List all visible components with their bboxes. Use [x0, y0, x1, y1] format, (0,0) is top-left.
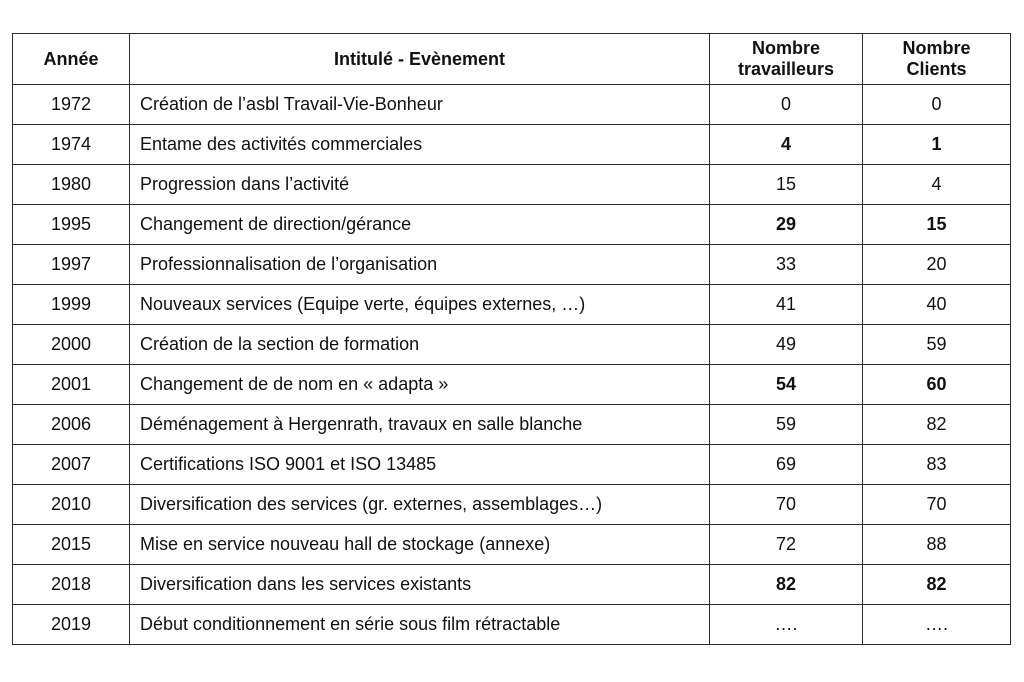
workers-cell: 29 [710, 205, 863, 245]
year-cell: 2010 [13, 485, 130, 525]
year-cell: 2007 [13, 445, 130, 485]
workers-cell: 72 [710, 525, 863, 565]
header-workers-line2: travailleurs [737, 59, 835, 79]
table-row [13, 285, 1011, 325]
event-cell: Déménagement à Hergenrath, travaux en salle blanche [130, 405, 710, 445]
event-cell: Progression dans l’activité [130, 165, 710, 205]
header-clients [863, 34, 1011, 85]
history-table [12, 33, 1011, 645]
event-cell: Changement de de nom en « adapta » [130, 365, 710, 405]
workers-cell: 4 [710, 125, 863, 165]
event-cell: Création de la section de formation [130, 325, 710, 365]
event-cell: Mise en service nouveau hall de stockage (annexe) [130, 525, 710, 565]
event-cell: Début conditionnement en série sous film rétractable [130, 605, 710, 645]
table-row [13, 245, 1011, 285]
year-cell: 2018 [13, 565, 130, 605]
table-row [13, 485, 1011, 525]
clients-cell: 4 [863, 165, 1011, 205]
clients-cell: 82 [863, 405, 1011, 445]
table-row [13, 125, 1011, 165]
clients-cell: 70 [863, 485, 1011, 525]
year-cell: 1995 [13, 205, 130, 245]
event-cell: Diversification dans les services existants [130, 565, 710, 605]
clients-cell: 1 [863, 125, 1011, 165]
workers-cell: …. [710, 605, 863, 645]
year-cell: 2000 [13, 325, 130, 365]
clients-cell: 40 [863, 285, 1011, 325]
workers-cell: 41 [710, 285, 863, 325]
workers-cell: 59 [710, 405, 863, 445]
clients-cell: …. [863, 605, 1011, 645]
workers-cell: 54 [710, 365, 863, 405]
table-row [13, 565, 1011, 605]
workers-cell: 33 [710, 245, 863, 285]
workers-cell: 49 [710, 325, 863, 365]
table-row [13, 325, 1011, 365]
table-row [13, 525, 1011, 565]
table-header [13, 34, 1011, 85]
clients-cell: 82 [863, 565, 1011, 605]
header-event: Intitulé - Evènement [130, 34, 710, 85]
year-cell: 1980 [13, 165, 130, 205]
table-row [13, 365, 1011, 405]
table-body [13, 85, 1011, 645]
clients-cell: 0 [863, 85, 1011, 125]
table-row [13, 605, 1011, 645]
workers-cell: 0 [710, 85, 863, 125]
year-cell: 2019 [13, 605, 130, 645]
header-clients-line2: Clients [906, 59, 967, 79]
clients-cell: 83 [863, 445, 1011, 485]
table-row [13, 405, 1011, 445]
table-row [13, 205, 1011, 245]
workers-cell: 82 [710, 565, 863, 605]
clients-cell: 20 [863, 245, 1011, 285]
header-workers-line1: Nombre [751, 38, 820, 58]
year-cell: 1974 [13, 125, 130, 165]
event-cell: Changement de direction/gérance [130, 205, 710, 245]
year-cell: 2015 [13, 525, 130, 565]
clients-cell: 60 [863, 365, 1011, 405]
workers-cell: 15 [710, 165, 863, 205]
clients-cell: 15 [863, 205, 1011, 245]
header-row [13, 34, 1011, 85]
event-cell: Création de l’asbl Travail-Vie-Bonheur [130, 85, 710, 125]
header-year: Année [13, 34, 130, 85]
table-row [13, 445, 1011, 485]
year-cell: 1999 [13, 285, 130, 325]
clients-cell: 59 [863, 325, 1011, 365]
event-cell: Diversification des services (gr. externes, assemblages…) [130, 485, 710, 525]
event-cell: Certifications ISO 9001 et ISO 13485 [130, 445, 710, 485]
workers-cell: 69 [710, 445, 863, 485]
table-row [13, 85, 1011, 125]
year-cell: 1997 [13, 245, 130, 285]
header-workers [710, 34, 863, 85]
event-cell: Entame des activités commerciales [130, 125, 710, 165]
event-cell: Professionnalisation de l’organisation [130, 245, 710, 285]
workers-cell: 70 [710, 485, 863, 525]
year-cell: 1972 [13, 85, 130, 125]
table-row [13, 165, 1011, 205]
header-clients-line1: Nombre [902, 38, 971, 58]
event-cell: Nouveaux services (Equipe verte, équipes externes, …) [130, 285, 710, 325]
clients-cell: 88 [863, 525, 1011, 565]
year-cell: 2006 [13, 405, 130, 445]
year-cell: 2001 [13, 365, 130, 405]
